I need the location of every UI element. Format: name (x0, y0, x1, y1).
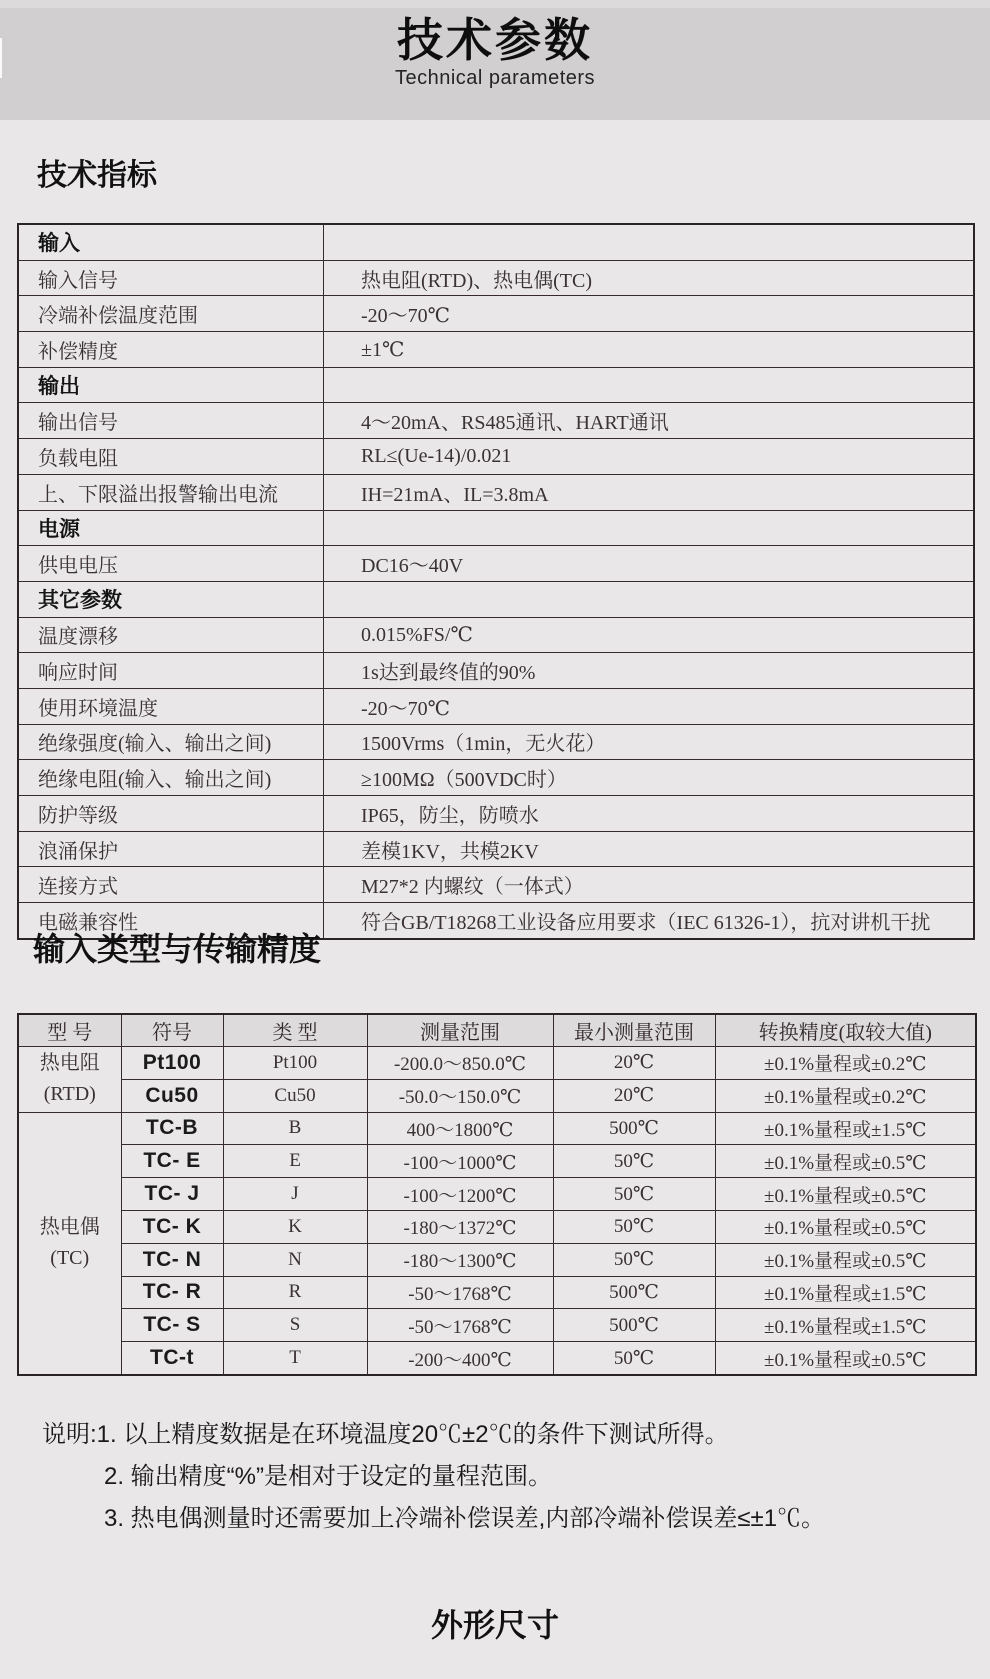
accuracy-row (18, 1178, 976, 1211)
symbol-cell: Pt100 (121, 1047, 223, 1080)
spec-label: 绝缘强度(输入、输出之间) (18, 724, 324, 760)
symbol-cell: TC- K (121, 1210, 223, 1243)
spec-section-row (18, 581, 974, 617)
spec-value: ±1℃ (324, 332, 975, 368)
spec-value: IH=21mA、IL=3.8mA (324, 474, 975, 510)
symbol-cell: TC-t (121, 1342, 223, 1375)
spec-value: -20～70℃ (324, 688, 975, 724)
accuracy-cell: ±0.1%量程或±1.5℃ (715, 1309, 976, 1342)
spec-value: 1s达到最终值的90% (324, 653, 975, 689)
note-line-1 (42, 1414, 825, 1456)
model-sub: (TC) (50, 1247, 90, 1270)
min-range-cell: 500℃ (553, 1112, 715, 1145)
spec-label: 输入 (18, 224, 324, 260)
spec-label: 响应时间 (18, 653, 324, 689)
model-name: 热电阻 (39, 1052, 100, 1075)
note-item: 2. 输出精度“%”是相对于设定的量程范围。 (104, 1463, 553, 1490)
spec-row (18, 332, 974, 368)
range-cell: -100～1200℃ (367, 1178, 553, 1211)
model-name: 热电偶 (39, 1216, 100, 1239)
range-cell: -180～1372℃ (367, 1210, 553, 1243)
min-range-cell: 20℃ (553, 1079, 715, 1112)
symbol-cell: TC- J (121, 1178, 223, 1211)
range-cell: -50.0～150.0℃ (367, 1079, 553, 1112)
notes-block (42, 1414, 825, 1540)
page-title: 技术参数 (397, 14, 593, 66)
spec-value: IP65，防尘，防喷水 (324, 796, 975, 832)
spec-value: RL≤(Ue-14)/0.021 (324, 439, 975, 475)
accuracy-cell: ±0.1%量程或±0.5℃ (715, 1178, 976, 1211)
type-cell: R (223, 1276, 367, 1309)
range-cell: -50～1768℃ (367, 1276, 553, 1309)
type-cell: B (223, 1112, 367, 1145)
symbol-cell: TC- N (121, 1243, 223, 1276)
range-cell: -180～1300℃ (367, 1243, 553, 1276)
spec-section-row (18, 224, 974, 260)
model-cell-tc (18, 1112, 121, 1375)
accuracy-row (18, 1079, 976, 1112)
spec-row (18, 867, 974, 903)
accuracy-header-row (18, 1014, 976, 1047)
model-cell-rtd (18, 1047, 121, 1113)
spec-row (18, 260, 974, 296)
spec-row (18, 474, 974, 510)
type-cell: N (223, 1243, 367, 1276)
spec-section-row (18, 510, 974, 546)
accuracy-col-header: 测量范围 (367, 1014, 553, 1047)
accuracy-row (18, 1276, 976, 1309)
spec-value (324, 581, 975, 617)
spec-row (18, 403, 974, 439)
accuracy-col-header: 转换精度(取较大值) (715, 1014, 976, 1047)
spec-row (18, 653, 974, 689)
min-range-cell: 50℃ (553, 1342, 715, 1375)
accuracy-cell: ±0.1%量程或±0.5℃ (715, 1145, 976, 1178)
spec-section-row (18, 367, 974, 403)
specs-section-heading: 技术指标 (37, 159, 157, 192)
accuracy-cell: ±0.1%量程或±0.5℃ (715, 1243, 976, 1276)
symbol-cell: Cu50 (121, 1079, 223, 1112)
note-line-2 (42, 1456, 825, 1498)
accuracy-row (18, 1145, 976, 1178)
spec-label: 防护等级 (18, 796, 324, 832)
model-sub: (RTD) (43, 1083, 96, 1106)
min-range-cell: 20℃ (553, 1047, 715, 1080)
spec-value: 差模1KV，共模2KV (324, 831, 975, 867)
spec-label: 其它参数 (18, 581, 324, 617)
specs-table-body (18, 224, 974, 939)
type-cell: K (223, 1210, 367, 1243)
note-line-3 (42, 1498, 825, 1540)
min-range-cell: 500℃ (553, 1276, 715, 1309)
spec-value: M27*2 内螺纹（一体式） (324, 867, 975, 903)
spec-row (18, 724, 974, 760)
spec-row (18, 296, 974, 332)
spec-row (18, 439, 974, 475)
min-range-cell: 50℃ (553, 1145, 715, 1178)
spec-value: 热电阻(RTD)、热电偶(TC) (324, 260, 975, 296)
spec-label: 连接方式 (18, 867, 324, 903)
spec-label: 输入信号 (18, 260, 324, 296)
type-cell: T (223, 1342, 367, 1375)
spec-label: 补偿精度 (18, 332, 324, 368)
range-cell: -100～1000℃ (367, 1145, 553, 1178)
spec-value: 1500Vrms（1min，无火花） (324, 724, 975, 760)
min-range-cell: 50℃ (553, 1210, 715, 1243)
accuracy-col-header: 最小测量范围 (553, 1014, 715, 1047)
accuracy-table-body (18, 1047, 976, 1375)
spec-value: DC16～40V (324, 546, 975, 582)
spec-row (18, 796, 974, 832)
spec-value: 符合GB/T18268工业设备应用要求（IEC 61326-1），抗对讲机干扰 (324, 903, 975, 939)
type-cell: J (223, 1178, 367, 1211)
spec-label: 负载电阻 (18, 439, 324, 475)
spec-value: ≥100MΩ（500VDC时） (324, 760, 975, 796)
accuracy-col-header: 类 型 (223, 1014, 367, 1047)
accuracy-row (18, 1243, 976, 1276)
accuracy-row (18, 1210, 976, 1243)
spec-label: 供电电压 (18, 546, 324, 582)
spec-value: 4～20mA、RS485通讯、HART通讯 (324, 403, 975, 439)
page-header-banner (0, 8, 990, 120)
type-cell: S (223, 1309, 367, 1342)
range-cell: -50～1768℃ (367, 1309, 553, 1342)
min-range-cell: 50℃ (553, 1178, 715, 1211)
accuracy-row (18, 1112, 976, 1145)
spec-value (324, 367, 975, 403)
range-cell: -200～400℃ (367, 1342, 553, 1375)
spec-label: 电磁兼容性 (18, 903, 324, 939)
spec-label: 浪涌保护 (18, 831, 324, 867)
symbol-cell: TC- S (121, 1309, 223, 1342)
accuracy-row (18, 1342, 976, 1375)
range-cell: -200.0～850.0℃ (367, 1047, 553, 1080)
spec-row (18, 688, 974, 724)
spec-label: 冷端补偿温度范围 (18, 296, 324, 332)
accuracy-cell: ±0.1%量程或±1.5℃ (715, 1112, 976, 1145)
page-top-strip (0, 0, 990, 8)
dimensions-section-heading: 外形尺寸 (430, 1607, 559, 1643)
accuracy-col-header: 型 号 (18, 1014, 121, 1047)
accuracy-col-header: 符号 (121, 1014, 223, 1047)
accuracy-cell: ±0.1%量程或±0.2℃ (715, 1047, 976, 1080)
specs-table (17, 223, 975, 940)
min-range-cell: 50℃ (553, 1243, 715, 1276)
spec-label: 输出信号 (18, 403, 324, 439)
symbol-cell: TC- R (121, 1276, 223, 1309)
spec-label: 使用环境温度 (18, 688, 324, 724)
io-section-heading: 输入类型与传输精度 (33, 931, 322, 967)
spec-label: 温度漂移 (18, 617, 324, 653)
notes-label: 说明: (42, 1421, 97, 1448)
spec-value (324, 224, 975, 260)
symbol-cell: TC- E (121, 1145, 223, 1178)
spec-value: -20～70℃ (324, 296, 975, 332)
spec-label: 绝缘电阻(输入、输出之间) (18, 760, 324, 796)
accuracy-cell: ±0.1%量程或±0.5℃ (715, 1342, 976, 1375)
spec-row (18, 617, 974, 653)
spec-row (18, 831, 974, 867)
accuracy-cell: ±0.1%量程或±1.5℃ (715, 1276, 976, 1309)
symbol-cell: TC-B (121, 1112, 223, 1145)
spec-row (18, 546, 974, 582)
accuracy-row (18, 1047, 976, 1080)
spec-row (18, 760, 974, 796)
scan-edge-artifact (0, 38, 2, 78)
accuracy-row (18, 1309, 976, 1342)
type-cell: Cu50 (223, 1079, 367, 1112)
type-cell: Pt100 (223, 1047, 367, 1080)
accuracy-cell: ±0.1%量程或±0.5℃ (715, 1210, 976, 1243)
spec-value: 0.015%FS/℃ (324, 617, 975, 653)
type-cell: E (223, 1145, 367, 1178)
accuracy-table-head (18, 1014, 976, 1047)
range-cell: 400～1800℃ (367, 1112, 553, 1145)
accuracy-cell: ±0.1%量程或±0.2℃ (715, 1079, 976, 1112)
spec-label: 输出 (18, 367, 324, 403)
spec-label: 电源 (18, 510, 324, 546)
spec-label: 上、下限溢出报警输出电流 (18, 474, 324, 510)
min-range-cell: 500℃ (553, 1309, 715, 1342)
accuracy-table (17, 1013, 977, 1376)
note-item: 3. 热电偶测量时还需要加上冷端补偿误差,内部冷端补偿误差≤±1℃。 (104, 1505, 826, 1532)
page-subtitle: Technical parameters (394, 66, 596, 89)
spec-value (324, 510, 975, 546)
note-item: 1. 以上精度数据是在环境温度20℃±2℃的条件下测试所得。 (96, 1421, 729, 1448)
